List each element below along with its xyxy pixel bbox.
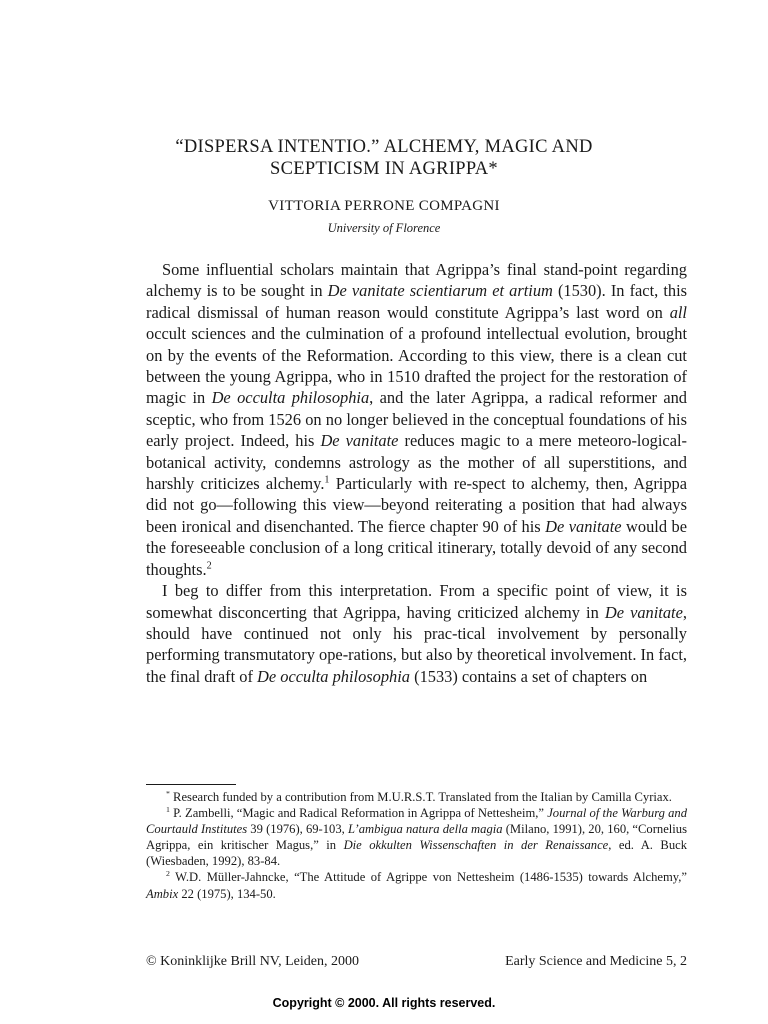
author-affiliation: University of Florence	[327, 221, 441, 235]
footnote-ref-2[interactable]: 2	[206, 560, 212, 572]
author-name: VITTORIA PERRONE COMPAGNI	[268, 198, 500, 214]
footnote-2: $^2$ W.D. Müller-Jahncke, “The Attitude of Agrippe von Nettesheim (1486-1535) towards Alchemy,” Ambix 22 (1975), 134-50.	[146, 869, 687, 901]
article-title	[0, 136, 768, 180]
footnote-ref-1[interactable]: 1	[324, 474, 330, 486]
publisher-line: © Koninklijke Brill NV, Leiden, 2000	[146, 954, 359, 969]
footnote-1: $^1$ P. Zambelli, “Magic and Radical Reformation in Agrippa of Nettesheim,” Journal of the Warburg and Courtauld Institutes 39 (1976), 69-103, L’ambigua natura della magia (Milano, 1991), 20, 160, “Cornelius Agrippa, ein kritischer Magus,” in Die okkulten Wissenschaften in der Renaissance, ed. A. Buck (Wiesbaden, 1992), 83-84.	[146, 804, 688, 869]
article-body	[146, 259, 687, 687]
body-paragraph-2: I beg to differ from this interpretation. From a specific point of view, it is somewhat disconcerting that Agrippa, having criticized alchemy in De vanitate, should have continued not only his prac-tical involvement by personally performing transmutatory ope-rations, but also by theoretical involvement. In fact, the final draft of De occulta philosophia (1533) contains a set of chapters on	[146, 581, 687, 686]
footnote-star: * Research funded by a contribution from M.U.R.S.T. Translated from the Italian by Camilla Cyriax.	[166, 788, 672, 804]
journal-citation: Early Science and Medicine 5, 2	[505, 954, 687, 969]
title-line-2: SCEPTICISM IN AGRIPPA*	[270, 159, 498, 179]
title-line-1: “DISPERSA INTENTIO.” ALCHEMY, MAGIC AND	[175, 137, 593, 157]
copyright-notice: Copyright © 2000. All rights reserved.	[272, 996, 496, 1010]
body-paragraph-1: Some influential scholars maintain that Agrippa’s final stand-point regarding alchemy is to be sought in De vanitate scientiarum et artium (1530). In fact, this radical dismissal of human reason would constitute Agrippa’s last word on all occult sciences and the culmination of a profound intellectual evolution, brought on by the events of the Reformation. According to this view, there is a clean cut between the young Agrippa, who in 1510 drafted the project for the restoration of magic in De occulta philosophia, and the later Agrippa, a radical reformer and sceptic, who from 1526 on no longer believed in the conceptual foundations of his early project. Indeed, his De vanitate reduces magic to a mere meteoro-logical-botanical activity, condemns astrology as the mother of all superstitions, and harshly criticizes alchemy.$^1$ Particularly with re-spect to alchemy, then, Agrippa did not go—following this view—beyond reiterating a position that had always been ironical and disenchanted. The fierce chapter 90 of his De vanitate would be the foreseeable conclusion of a long critical itinerary, totally devoid of any second thoughts.$^2$	[146, 260, 688, 579]
footnote-divider	[146, 784, 236, 785]
footnotes	[146, 789, 687, 902]
